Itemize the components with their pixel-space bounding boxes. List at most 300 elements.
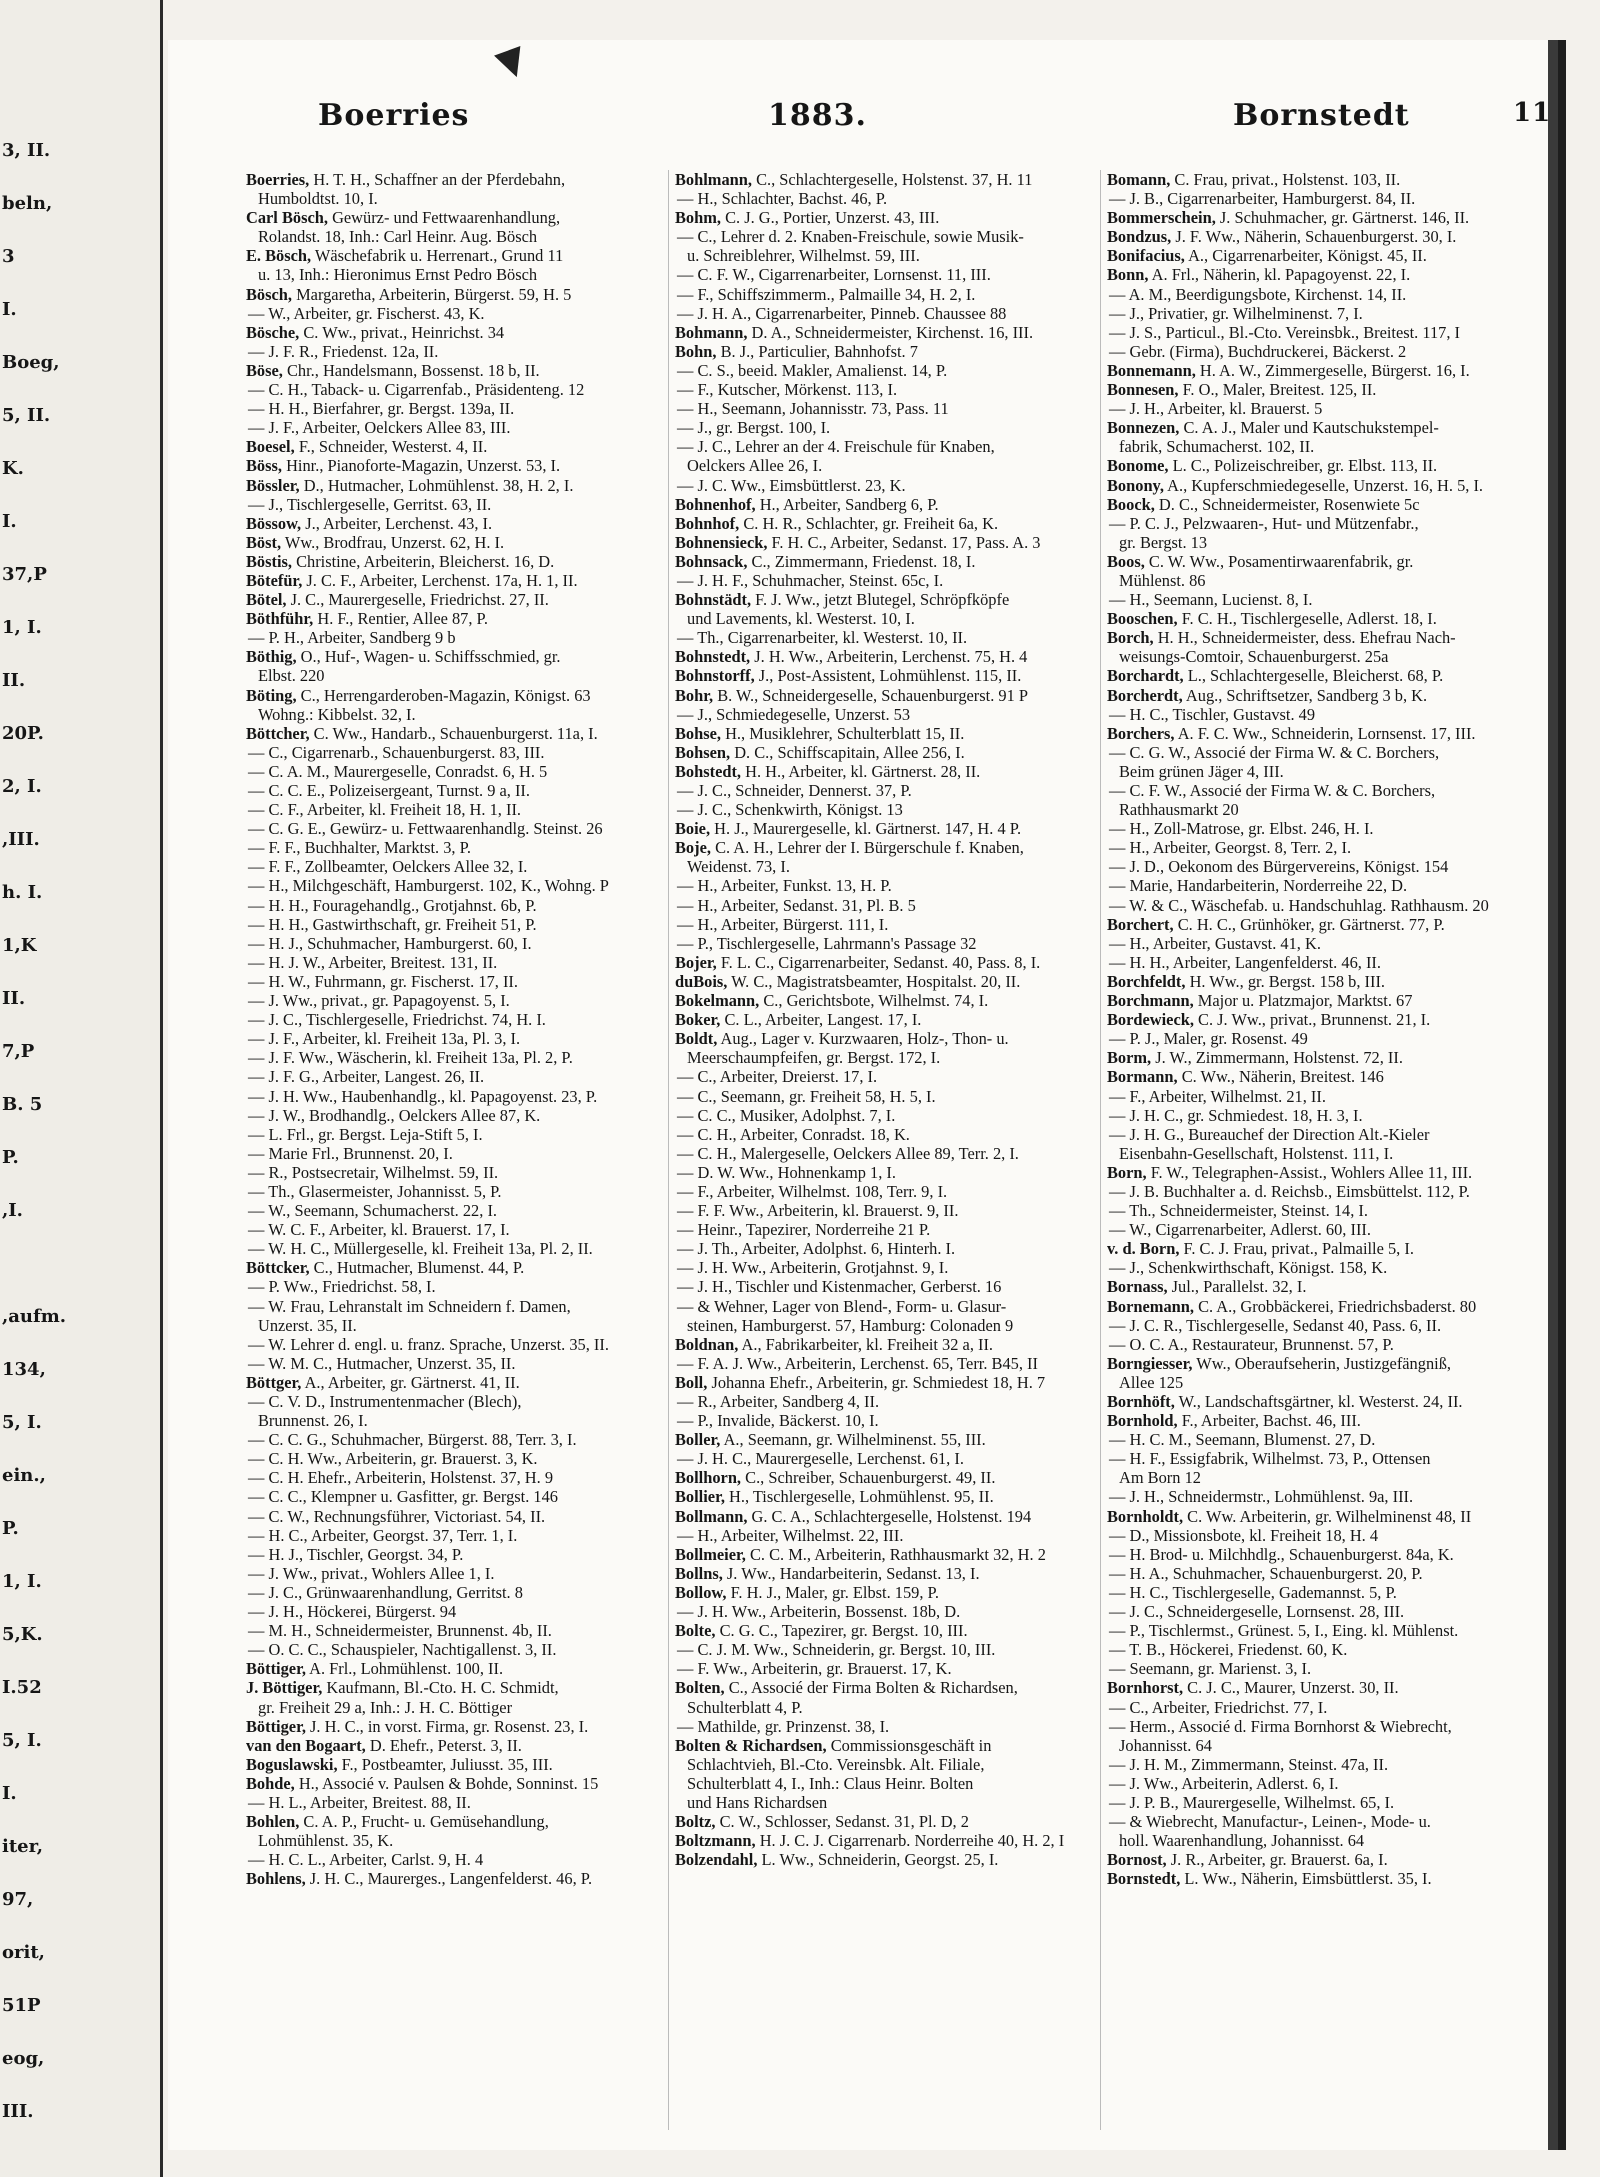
directory-entry: — J. H., Höckerei, Bürgerst. 94: [248, 1602, 457, 1622]
directory-entry: — C. W., Rechnungsführer, Victoriast. 54, II.: [248, 1506, 546, 1526]
directory-entry: Johannisst. 64: [1119, 1735, 1212, 1755]
directory-entry: — P. Ww., Friedrichst. 58, I.: [248, 1277, 436, 1297]
directory-entry: — H. H., Fouragehandlg., Grotjahnst. 6b, P.: [248, 895, 537, 915]
directory-entry: — H. H., Arbeiter, Langenfelderst. 46, II.: [1109, 952, 1381, 972]
directory-entry: gr. Freiheit 29 a, Inh.: J. H. C. Böttiger: [258, 1697, 513, 1717]
directory-entry: Schulterblatt 4, P.: [687, 1697, 803, 1717]
directory-entry: — R., Arbeiter, Sandberg 4, II.: [677, 1392, 880, 1411]
directory-entry: Bötel, J. C., Maurergeselle, Friedrichst. 27, II.: [246, 590, 549, 610]
directory-entry: Borchardt, L., Schlachtergeselle, Bleicherst. 68, P.: [1107, 666, 1444, 686]
directory-entry: — J. H. G., Bureauchef der Direction Alt.-Kieler: [1109, 1124, 1430, 1144]
directory-entry: Borm, J. W., Zimmermann, Holstenst. 72, II.: [1107, 1048, 1403, 1068]
directory-entry: — Heinr., Tapezirer, Norderreihe 21 P.: [677, 1220, 931, 1240]
directory-entry: Bohnstädt, F. J. Ww., jetzt Blutegel, Schröpfköpfe: [675, 590, 1010, 610]
directory-entry: Borngiesser, Ww., Oberaufseherin, Justizgefängniß,: [1107, 1353, 1451, 1373]
directory-entry: — H., Milchgeschäft, Hamburgerst. 102, K., Wohng. P: [248, 876, 609, 896]
directory-entry: — J. B. Buchhalter a. d. Reichsb., Eimsbüttelst. 112, P.: [1109, 1181, 1470, 1201]
column-1: [246, 170, 658, 2130]
directory-entry: weisungs-Comtoir, Schauenburgerst. 25a: [1119, 647, 1389, 667]
directory-entry: — F. F. Ww., Arbeiterin, kl. Brauerst. 9, II.: [677, 1201, 959, 1221]
header-year: 1883.: [768, 98, 867, 133]
spine-fragment: 20P.: [2, 723, 44, 744]
directory-entry: — J. C., Schenkwirth, Königst. 13: [677, 800, 903, 820]
directory-entry: — Seemann, gr. Marienst. 3, I.: [1109, 1659, 1312, 1679]
directory-entry: — Marie, Handarbeiterin, Norderreihe 22, D.: [1109, 876, 1408, 896]
directory-entry: — C. G. W., Associé der Firma W. & C. Borchers,: [1109, 742, 1440, 762]
directory-entry: — H. C., Arbeiter, Georgst. 37, Terr. 1, I.: [248, 1525, 518, 1545]
directory-entry: Bötefür, J. C. F., Arbeiter, Lerchenst. 17a, H. 1, II.: [246, 570, 578, 590]
directory-entry: — Gebr. (Firma), Buchdruckerei, Bäckerst. 2: [1109, 341, 1407, 361]
directory-entry: — P., Tischlermst., Grünest. 5, I., Eing. kl. Mühlenst.: [1109, 1621, 1459, 1641]
directory-entry: Bohm, C. J. G., Portier, Unzerst. 43, III.: [675, 208, 940, 228]
directory-entry: — H. H., Bierfahrer, gr. Bergst. 139a, II.: [248, 399, 515, 419]
header-last-name: Bornstedt: [1233, 98, 1410, 133]
directory-entry: — W. Frau, Lehranstalt im Schneidern f. Damen,: [248, 1296, 571, 1316]
directory-entry: — C. C. E., Polizeisergeant, Turnst. 9 a, II.: [248, 781, 530, 800]
directory-entry: Boldt, Aug., Lager v. Kurzwaaren, Holz-, Thon- u.: [675, 1029, 1009, 1049]
directory-entry: Boll, Johanna Ehefr., Arbeiterin, gr. Schmiedest 18, H. 7: [675, 1372, 1046, 1392]
directory-entry: — F. Ww., Arbeiterin, gr. Brauerst. 17, K.: [677, 1659, 952, 1679]
directory-entry: Bohnstorff, J., Post-Assistent, Lohmühlenst. 115, II.: [675, 666, 1022, 686]
directory-entry: — F., Arbeiter, Wilhelmst. 21, II.: [1109, 1086, 1326, 1106]
directory-entry: Rolandst. 18, Inh.: Carl Heinr. Aug. Bösch: [258, 227, 538, 247]
directory-entry: — P. J., Maler, gr. Rosenst. 49: [1109, 1029, 1308, 1049]
directory-entry: Bolte, C. G. C., Tapezirer, gr. Bergst. 10, III.: [675, 1621, 968, 1641]
directory-entry: — H., Schlachter, Bachst. 46, P.: [677, 189, 888, 209]
binding-mark-icon: [494, 46, 530, 82]
directory-entry: Boller, A., Seemann, gr. Wilhelminenst. 55, III.: [675, 1430, 986, 1450]
spine-fragment: iter,: [2, 1836, 44, 1857]
directory-entry: — W. Lehrer d. engl. u. franz. Sprache, Unzerst. 35, II.: [248, 1334, 609, 1354]
directory-entry: Böst, Ww., Brodfrau, Unzerst. 62, H. I.: [246, 532, 505, 552]
spine-fragment: I.: [2, 511, 17, 532]
spine-fragment: beln,: [2, 193, 53, 214]
directory-entry: Elbst. 220: [258, 666, 325, 686]
directory-entry: holl. Waarenhandlung, Johannisst. 64: [1119, 1831, 1365, 1851]
directory-entry: — J. H. C., gr. Schmiedest. 18, H. 3, I.: [1109, 1105, 1363, 1125]
spine-fragment: orit,: [2, 1942, 45, 1963]
directory-entry: Schulterblatt 4, I., Inh.: Claus Heinr. Bolten: [687, 1773, 974, 1793]
directory-entry: Bohlen, C. A. P., Frucht- u. Gemüsehandlung,: [246, 1812, 549, 1832]
directory-entry: duBois, W. C., Magistratsbeamter, Hospitalst. 20, II.: [675, 971, 1021, 991]
directory-entry: — H., Seemann, Johannisstr. 73, Pass. 11: [677, 399, 949, 419]
directory-entry: Oelckers Allee 26, I.: [687, 456, 823, 476]
directory-entry: Meerschaumpfeifen, gr. Bergst. 172, I.: [687, 1048, 941, 1068]
directory-entry: Böttger, A., Arbeiter, gr. Gärtnerst. 41, II.: [246, 1372, 520, 1392]
directory-entry: — J. H. A., Cigarrenarbeiter, Pinneb. Chaussee 88: [677, 303, 1007, 323]
directory-entry: Böttcker, C., Hutmacher, Blumenst. 44, P.: [246, 1258, 525, 1278]
spine-fragment: 134,: [2, 1359, 46, 1380]
directory-entry: Borchert, C. H. C., Grünhöker, gr. Gärtnerst. 77, P.: [1107, 914, 1445, 934]
directory-entry: — C. G. E., Gewürz- u. Fettwaarenhandlg. Steinst. 26: [248, 819, 603, 839]
directory-entry: — J. F. Ww., Wäscherin, kl. Freiheit 13a, Pl. 2, P.: [248, 1048, 573, 1068]
directory-entry: Bössler, D., Hutmacher, Lohmühlenst. 38, H. 2, I.: [246, 475, 574, 495]
directory-entry: E. Bösch, Wäschefabrik u. Herrenart., Grund 11: [246, 246, 564, 266]
directory-entry: Weidenst. 73, I.: [687, 857, 790, 877]
directory-entry: Boltzmann, H. J. C. J. Cigarrenarb. Norderreihe 40, H. 2, I: [675, 1831, 1065, 1851]
directory-entry: Boock, D. C., Schneidermeister, Rosenwiete 5c: [1107, 494, 1420, 514]
directory-entry: Bösche, C. Ww., privat., Heinrichst. 34: [246, 322, 505, 342]
directory-entry: — P., Tischlergeselle, Lahrmann's Passage 32: [677, 933, 977, 953]
directory-entry: Bohlens, J. H. C., Maurerges., Langenfelderst. 46, P.: [246, 1869, 593, 1889]
directory-entry: Boos, C. W. Ww., Posamentirwaarenfabrik, gr.: [1107, 551, 1414, 571]
directory-entry: — C. C. G., Schuhmacher, Bürgerst. 88, Terr. 3, I.: [248, 1430, 577, 1450]
directory-entry: — H. C., Tischler, Gustavst. 49: [1109, 704, 1316, 724]
left-page-spine: [0, 0, 163, 2177]
directory-entry: — T. B., Höckerei, Friedenst. 60, K.: [1109, 1640, 1348, 1660]
directory-entry: Bokelmann, C., Gerichtsbote, Wilhelmst. 74, I.: [675, 991, 989, 1011]
directory-entry: — J. S., Particul., Bl.-Cto. Vereinsbk., Breitest. 117, I: [1109, 322, 1461, 342]
directory-entry: — & Wehner, Lager von Blend-, Form- u. Glasur-: [677, 1296, 1007, 1316]
directory-entry: und Lavements, kl. Westerst. 10, I.: [687, 609, 915, 629]
spine-fragment: B. 5: [2, 1094, 43, 1115]
directory-entry: — H. C. L., Arbeiter, Carlst. 9, H. 4: [248, 1850, 484, 1870]
column-2: [668, 170, 1093, 2130]
directory-entry: Boker, C. L., Arbeiter, Langest. 17, I.: [675, 1010, 922, 1030]
directory-entry: Borchmann, Major u. Platzmajor, Marktst. 67: [1107, 991, 1413, 1011]
directory-entry: — D., Missionsbote, kl. Freiheit 18, H. 4: [1109, 1525, 1379, 1545]
directory-entry: — J. H., Tischler und Kistenmacher, Gerberst. 16: [677, 1277, 1002, 1297]
directory-entry: — H. H., Gastwirthschaft, gr. Freiheit 51, P.: [248, 914, 537, 934]
directory-entry: Boldnan, A., Fabrikarbeiter, kl. Freiheit 32 a, II.: [675, 1334, 994, 1354]
spine-fragment: I.52: [2, 1677, 42, 1698]
directory-entry: — C. A. M., Maurergeselle, Conradst. 6, H. 5: [248, 761, 548, 781]
spine-fragment: II.: [2, 988, 26, 1009]
directory-page: [168, 40, 1558, 2150]
directory-entry: — J., Tischlergeselle, Gerritst. 63, II.: [248, 494, 492, 514]
directory-entry: — H. L., Arbeiter, Breitest. 88, II.: [248, 1792, 471, 1812]
directory-entry: — C., Lehrer d. 2. Knaben-Freischule, sowie Musik-: [677, 227, 1024, 247]
directory-entry: Bonony, A., Kupferschmiedegeselle, Unzerst. 16, H. 5, I.: [1107, 475, 1484, 495]
directory-entry: Bordewieck, C. J. Ww., privat., Brunnenst. 21, I.: [1107, 1010, 1431, 1030]
directory-entry: — J. C., Schneider, Dennerst. 37, P.: [677, 781, 912, 800]
spine-fragment: h. I.: [2, 882, 43, 903]
directory-entry: — H., Zoll-Matrose, gr. Elbst. 246, H. I.: [1109, 819, 1374, 839]
directory-entry: Böthig, O., Huf-, Wagen- u. Schiffsschmied, gr.: [246, 647, 561, 667]
directory-entry: Borch, H. H., Schneidermeister, dess. Ehefrau Nach-: [1107, 628, 1456, 648]
directory-entry: — J. Th., Arbeiter, Adolphst. 6, Hinterh. I.: [677, 1239, 956, 1259]
directory-entry: Bommerschein, J. Schuhmacher, gr. Gärtnerst. 146, II.: [1107, 208, 1470, 228]
directory-entry: Bohde, H., Associé v. Paulsen & Bohde, Sonninst. 15: [246, 1773, 599, 1793]
directory-entry: Bonnemann, H. A. W., Zimmergeselle, Bürgerst. 16, I.: [1107, 360, 1470, 380]
directory-entry: Bohnsack, C., Zimmermann, Friedenst. 18, I.: [675, 551, 976, 571]
directory-entry: steinen, Hamburgerst. 57, Hamburg: Colonaden 9: [687, 1315, 1014, 1335]
directory-entry: Allee 125: [1119, 1372, 1184, 1392]
directory-entry: Bomann, C. Frau, privat., Holstenst. 103, II.: [1107, 170, 1401, 189]
directory-entry: — H., Arbeiter, Georgst. 8, Terr. 2, I.: [1109, 838, 1352, 858]
directory-entry: — O. C. A., Restaurateur, Brunnenst. 57, P.: [1109, 1334, 1394, 1354]
spine-fragment: 37,P: [2, 564, 47, 585]
spine-fragment: 5, II.: [2, 405, 51, 426]
directory-entry: Lohmühlenst. 35, K.: [258, 1831, 394, 1851]
directory-entry: — Th., Schneidermeister, Steinst. 14, I.: [1109, 1201, 1368, 1221]
directory-entry: gr. Bergst. 13: [1119, 532, 1208, 552]
directory-entry: — F., Arbeiter, Wilhelmst. 108, Terr. 9, I.: [677, 1181, 948, 1201]
directory-entry: — J. H. M., Zimmermann, Steinst. 47a, II.: [1109, 1754, 1389, 1774]
directory-entry: — C., Arbeiter, Dreierst. 17, I.: [677, 1067, 878, 1087]
directory-entry: — J. C. Ww., Eimsbüttlerst. 23, K.: [677, 475, 906, 495]
directory-entry: Bonifacius, A., Cigarrenarbeiter, Königst. 45, II.: [1107, 246, 1427, 266]
directory-entry: und Hans Richardsen: [687, 1792, 828, 1812]
directory-entry: Böttiger, J. H. C., in vorst. Firma, gr. Rosenst. 23, I.: [246, 1716, 589, 1736]
page-header: [248, 98, 1552, 148]
directory-entry: Wohng.: Kibbelst. 32, I.: [258, 704, 416, 724]
directory-entry: — F., Schiffszimmerm., Palmaille 34, H. 2, I.: [677, 284, 976, 304]
directory-entry: — J. F. G., Arbeiter, Langest. 26, II.: [248, 1067, 485, 1087]
directory-entry: — A. M., Beerdigungsbote, Kirchenst. 14, II.: [1109, 284, 1407, 304]
directory-entry: Bollmeier, C. C. M., Arbeiterin, Rathhausmarkt 32, H. 2: [675, 1544, 1046, 1564]
directory-entry: Booschen, F. C. H., Tischlergeselle, Adlerst. 18, I.: [1107, 609, 1437, 629]
directory-entry: — J., Schmiedegeselle, Unzerst. 53: [677, 704, 911, 724]
spine-fragment: Boeg,: [2, 352, 60, 373]
directory-entry: — J., Privatier, gr. Wilhelminenst. 7, I.: [1109, 303, 1363, 323]
spine-fragment: I.: [2, 1783, 17, 1804]
directory-entry: v. d. Born, F. C. J. Frau, privat., Palmaille 5, I.: [1107, 1239, 1414, 1259]
directory-entry: Bornhold, F., Arbeiter, Bachst. 46, III.: [1107, 1411, 1361, 1431]
directory-entry: — J. C. R., Tischlergeselle, Sedanst 40, Pass. 6, II.: [1109, 1315, 1442, 1335]
directory-entry: Böttcher, C. Ww., Handarb., Schauenburgerst. 11a, I.: [246, 723, 598, 743]
directory-entry: Böse, Chr., Handelsmann, Bossenst. 18 b, II.: [246, 360, 540, 380]
directory-entry: — W. M. C., Hutmacher, Unzerst. 35, II.: [248, 1353, 516, 1373]
directory-entry: — H. A., Schuhmacher, Schauenburgerst. 20, P.: [1109, 1563, 1423, 1583]
directory-entry: — C. C., Klempner u. Gasfitter, gr. Bergst. 146: [248, 1487, 558, 1507]
directory-entry: Schlachtvieh, Bl.-Cto. Vereinsbk. Alt. Filiale,: [687, 1754, 985, 1774]
spine-fragment: ,III.: [2, 829, 40, 850]
directory-entry: — W., Arbeiter, gr. Fischerst. 43, K.: [248, 303, 485, 323]
directory-entry: — C., Cigarrenarb., Schauenburgerst. 83, III.: [248, 742, 545, 762]
spine-fragment: 5, I.: [2, 1412, 42, 1433]
directory-entry: — C. V. D., Instrumentenmacher (Blech),: [248, 1392, 522, 1411]
directory-entry: — C. H., Arbeiter, Conradst. 18, K.: [677, 1124, 910, 1144]
directory-entry: Böthführ, H. F., Rentier, Allee 87, P.: [246, 609, 488, 629]
directory-entry: — Mathilde, gr. Prinzenst. 38, I.: [677, 1716, 890, 1736]
directory-entry: — J. H. Ww., Arbeiterin, Grotjahnst. 9, I.: [677, 1258, 949, 1278]
directory-entry: — C. H. Ehefr., Arbeiterin, Holstenst. 37, H. 9: [248, 1468, 554, 1488]
directory-entry: — C. H. Ww., Arbeiterin, gr. Brauerst. 3, K.: [248, 1449, 538, 1469]
directory-entry: — O. C. C., Schauspieler, Nachtigallenst. 3, II.: [248, 1640, 557, 1660]
directory-entry: — H., Arbeiter, Funkst. 13, H. P.: [677, 876, 892, 896]
directory-entry: — J., gr. Bergst. 100, I.: [677, 418, 831, 438]
directory-entry: — C. H., Malergeselle, Oelckers Allee 89, Terr. 2, I.: [677, 1143, 1019, 1163]
directory-entry: — J. C., Tischlergeselle, Friedrichst. 74, H. I.: [248, 1010, 546, 1030]
directory-entry: — J. H. Ww., Haubenhandlg., kl. Papagoyenst. 23, P.: [248, 1086, 598, 1106]
directory-entry: Bonnesen, F. O., Maler, Breitest. 125, II.: [1107, 380, 1377, 400]
spine-fragment: 1, I.: [2, 1571, 42, 1592]
directory-entry: — J. Ww., privat., gr. Papagoyenst. 5, I.: [248, 991, 510, 1011]
directory-entry: Bondzus, J. F. Ww., Näherin, Schauenburgerst. 30, I.: [1107, 227, 1457, 247]
directory-entry: Humboldtst. 10, I.: [258, 189, 378, 209]
directory-entry: Bojer, F. L. C., Cigarrenarbeiter, Sedanst. 40, Pass. 8, I.: [675, 952, 1041, 972]
directory-entry: — F. A. J. Ww., Arbeiterin, Lerchenst. 65, Terr. B45, II: [677, 1353, 1038, 1373]
directory-entry: u. 13, Inh.: Hieronimus Ernst Pedro Bösch: [258, 265, 538, 285]
directory-entry: — W. H. C., Müllergeselle, kl. Freiheit 13a, Pl. 2, II.: [248, 1239, 593, 1259]
directory-entry: Bösch, Margaretha, Arbeiterin, Bürgerst. 59, H. 5: [246, 284, 572, 304]
spine-fragment: 5,K.: [2, 1624, 43, 1645]
directory-entry: Böttiger, A. Frl., Lohmühlenst. 100, II.: [246, 1659, 504, 1679]
directory-entry: Böstis, Christine, Arbeiterin, Bleicherst. 16, D.: [246, 551, 555, 571]
directory-entry: — H. J., Schuhmacher, Hamburgerst. 60, I.: [248, 933, 532, 953]
directory-entry: — P., Invalide, Bäckerst. 10, I.: [677, 1411, 879, 1431]
directory-entry: Am Born 12: [1119, 1468, 1201, 1488]
directory-entry: Borcherdt, Aug., Schriftsetzer, Sandberg 3 b, K.: [1107, 685, 1428, 705]
directory-entry: Bohse, H., Musiklehrer, Schulterblatt 15, II.: [675, 723, 965, 743]
spine-fragment: 5, I.: [2, 1730, 42, 1751]
directory-entry: — J. C., Grünwaarenhandlung, Gerritst. 8: [248, 1582, 523, 1602]
directory-entry: Bohnhof, C. H. R., Schlachter, gr. Freiheit 6a, K.: [675, 513, 999, 533]
directory-entry: — C. F., Arbeiter, kl. Freiheit 18, H. 1, II.: [248, 800, 521, 820]
directory-entry: — J. W., Brodhandlg., Oelckers Allee 87, K.: [248, 1105, 541, 1125]
directory-entry: — W., Seemann, Schumacherst. 22, I.: [248, 1201, 498, 1221]
directory-entry: Born, F. W., Telegraphen-Assist., Wohlers Allee 11, III.: [1107, 1162, 1473, 1182]
directory-entry: Bohnstedt, J. H. Ww., Arbeiterin, Lerchenst. 75, H. 4: [675, 647, 1028, 667]
directory-entry: Bolten, C., Associé der Firma Bolten & Richardsen,: [675, 1678, 1018, 1698]
directory-entry: fabrik, Schumacherst. 102, II.: [1119, 437, 1315, 457]
directory-entry: Bornhorst, C. J. C., Maurer, Unzerst. 30, II.: [1107, 1678, 1399, 1698]
directory-entry: — J. F., Arbeiter, kl. Freiheit 13a, Pl. 3, I.: [248, 1029, 521, 1049]
directory-entry: — F. F., Buchhalter, Marktst. 3, P.: [248, 838, 471, 858]
directory-entry: Boguslawski, F., Postbeamter, Juliusst. 35, III.: [246, 1754, 553, 1774]
directory-entry: Bonome, L. C., Polizeischreiber, gr. Elbst. 113, II.: [1107, 456, 1438, 476]
directory-entry: Bössow, J., Arbeiter, Lerchenst. 43, I.: [246, 513, 493, 533]
directory-entry: — C. S., beeid. Makler, Amalienst. 14, P.: [677, 360, 948, 380]
directory-entry: Bollow, F. H. J., Maler, gr. Elbst. 159, P.: [675, 1582, 939, 1602]
directory-entry: — H., Arbeiter, Sedanst. 31, Pl. B. 5: [677, 895, 916, 915]
directory-entry: — H. W., Fuhrmann, gr. Fischerst. 17, II.: [248, 971, 518, 991]
directory-entry: Bonnezen, C. A. J., Maler und Kautschukstempel-: [1107, 418, 1439, 438]
directory-entry: Bohlmann, C., Schlachtergeselle, Holstenst. 37, H. 11: [675, 170, 1033, 189]
spine-fragment: P.: [2, 1147, 19, 1168]
directory-entry: Bohnenhof, H., Arbeiter, Sandberg 6, P.: [675, 494, 939, 514]
directory-entry: — D. W. Ww., Hohnenkamp 1, I.: [677, 1162, 896, 1182]
directory-entry: — C. C., Musiker, Adolphst. 7, I.: [677, 1105, 896, 1125]
spine-fragment: 2, I.: [2, 776, 42, 797]
directory-entry: — Th., Glasermeister, Johannisst. 5, P.: [248, 1181, 502, 1201]
directory-entry: Bornemann, C. A., Grobbäckerei, Friedrichsbaderst. 80: [1107, 1296, 1477, 1316]
directory-entry: Unzerst. 35, II.: [258, 1315, 357, 1335]
directory-entry: Beim grünen Jäger 4, III.: [1119, 761, 1284, 781]
directory-entry: — H. J., Tischler, Georgst. 34, P.: [248, 1544, 464, 1564]
directory-entry: Bohn, B. J., Particulier, Bahnhofst. 7: [675, 341, 918, 361]
directory-entry: — Marie Frl., Brunnenst. 20, I.: [248, 1143, 453, 1163]
directory-entry: — H., Arbeiter, Wilhelmst. 22, III.: [677, 1525, 904, 1545]
directory-entry: Bohmann, D. A., Schneidermeister, Kirchenst. 16, III.: [675, 322, 1034, 342]
directory-entry: — H. C. M., Seemann, Blumenst. 27, D.: [1109, 1430, 1376, 1450]
directory-entry: Bonn, A. Frl., Näherin, kl. Papagoyenst. 22, I.: [1107, 265, 1411, 285]
directory-entry: — J. H. C., Maurergeselle, Lerchenst. 61, I.: [677, 1449, 964, 1469]
spine-fragment: III.: [2, 2101, 34, 2122]
column-3: [1100, 170, 1527, 2130]
directory-entry: van den Bogaart, D. Ehefr., Peterst. 3, II.: [246, 1735, 522, 1755]
directory-entry: — H. C., Tischlergeselle, Gademannst. 5, P.: [1109, 1582, 1397, 1602]
directory-entry: — W., Cigarrenarbeiter, Adlerst. 60, III.: [1109, 1220, 1371, 1240]
directory-entry: Böting, C., Herrengarderoben-Magazin, Königst. 63: [246, 685, 591, 705]
directory-entry: — H. Brod- u. Milchhdlg., Schauenburgerst. 84a, K.: [1109, 1544, 1454, 1564]
spine-fragment: II.: [2, 670, 26, 691]
page-number: 11: [1513, 98, 1552, 128]
spine-fragment: 1,K: [2, 935, 37, 956]
directory-entry: Bornholdt, C. Ww. Arbeiterin, gr. Wilhelminenst 48, II: [1107, 1506, 1472, 1526]
directory-entry: Bornstedt, L. Ww., Näherin, Eimsbüttlerst. 35, I.: [1107, 1869, 1432, 1889]
directory-entry: — P. C. J., Pelzwaaren-, Hut- und Mützenfabr.,: [1109, 513, 1419, 533]
directory-entry: — J. F., Arbeiter, Oelckers Allee 83, III.: [248, 418, 511, 438]
spine-fragment: eog,: [2, 2048, 45, 2069]
directory-entry: — J. P. B., Maurergeselle, Wilhelmst. 65, I.: [1109, 1792, 1395, 1812]
directory-entry: Mühlenst. 86: [1119, 570, 1206, 590]
directory-entry: Bollier, H., Tischlergeselle, Lohmühlenst. 95, II.: [675, 1487, 994, 1507]
directory-entry: Borchers, A. F. C. Ww., Schneiderin, Lornsenst. 17, III.: [1107, 723, 1476, 743]
directory-entry: — J. H., Schneidermstr., Lohmühlenst. 9a, III.: [1109, 1487, 1414, 1507]
directory-entry: — H., Arbeiter, Gustavst. 41, K.: [1109, 933, 1321, 953]
directory-entry: — & Wiebrecht, Manufactur-, Leinen-, Mode- u.: [1109, 1812, 1431, 1832]
directory-entry: — Herm., Associé d. Firma Bornhorst & Wiebrecht,: [1109, 1716, 1452, 1736]
directory-entry: Eisenbahn-Gesellschaft, Holstenst. 111, I.: [1119, 1143, 1394, 1163]
directory-entry: — J. H. F., Schuhmacher, Steinst. 65c, I.: [677, 570, 944, 590]
directory-entry: Brunnenst. 26, I.: [258, 1411, 368, 1431]
directory-entry: — J. H., Arbeiter, kl. Brauerst. 5: [1109, 399, 1323, 419]
directory-entry: Bohstedt, H. H., Arbeiter, kl. Gärtnerst. 28, II.: [675, 761, 981, 781]
directory-entry: Boie, H. J., Maurergeselle, kl. Gärtnerst. 147, H. 4 P.: [675, 819, 1022, 839]
directory-entry: — J. F. R., Friedenst. 12a, II.: [248, 341, 439, 361]
directory-columns: [246, 170, 1521, 2140]
directory-entry: Boerries, H. T. H., Schaffner an der Pferdebahn,: [246, 170, 566, 189]
directory-entry: — F. F., Zollbeamter, Oelckers Allee 32, I.: [248, 857, 528, 877]
directory-entry: Bohr, B. W., Schneidergeselle, Schauenburgerst. 91 P: [675, 685, 1028, 705]
directory-entry: Bornost, J. R., Arbeiter, gr. Brauerst. 6a, I.: [1107, 1850, 1388, 1870]
directory-entry: — J. Ww., privat., Wohlers Allee 1, I.: [248, 1563, 495, 1583]
directory-entry: Bollhorn, C., Schreiber, Schauenburgerst. 49, II.: [675, 1468, 996, 1488]
spine-fragment: I.: [2, 299, 17, 320]
directory-entry: u. Schreiblehrer, Wilhelmst. 59, III.: [687, 246, 920, 266]
directory-entry: — J. H. Ww., Arbeiterin, Bossenst. 18b, D.: [677, 1602, 961, 1622]
spine-fragment: P.: [2, 1518, 19, 1539]
directory-entry: — C. J. M. Ww., Schneiderin, gr. Bergst. 10, III.: [677, 1640, 996, 1660]
directory-entry: Bollmann, G. C. A., Schlachtergeselle, Holstenst. 194: [675, 1506, 1032, 1526]
directory-entry: — H. F., Essigfabrik, Wilhelmst. 73, P., Ottensen: [1109, 1449, 1431, 1469]
directory-entry: — H. J. W., Arbeiter, Breitest. 131, II.: [248, 952, 498, 972]
directory-entry: — F., Kutscher, Mörkenst. 113, I.: [677, 380, 898, 400]
spine-fragment: 3, II.: [2, 140, 51, 161]
spine-fragment: K.: [2, 458, 24, 479]
directory-entry: — C., Arbeiter, Friedrichst. 77, I.: [1109, 1697, 1328, 1717]
directory-entry: Bohsen, D. C., Schiffscapitain, Allee 256, I.: [675, 742, 965, 762]
directory-entry: Böss, Hinr., Pianoforte-Magazin, Unzerst. 53, I.: [246, 456, 561, 476]
directory-entry: Bolzendahl, L. Ww., Schneiderin, Georgst. 25, I.: [675, 1850, 999, 1870]
directory-entry: Carl Bösch, Gewürz- und Fettwaarenhandlung,: [246, 208, 561, 228]
directory-entry: — C. H., Taback- u. Cigarrenfab., Präsidenteng. 12: [248, 380, 585, 400]
directory-entry: Borchfeldt, H. Ww., gr. Bergst. 158 b, III.: [1107, 971, 1386, 991]
directory-entry: Boesel, F., Schneider, Westerst. 4, II.: [246, 437, 488, 457]
directory-entry: — Th., Cigarrenarbeiter, kl. Westerst. 10, II.: [677, 628, 968, 648]
spine-fragment: ,I.: [2, 1200, 23, 1221]
spine-fragment: 51P: [2, 1995, 41, 2016]
directory-entry: — P. H., Arbeiter, Sandberg 9 b: [248, 628, 456, 648]
directory-entry: Bornass, Jul., Parallelst. 32, I.: [1107, 1277, 1307, 1297]
directory-entry: — M. H., Schneidermeister, Brunnenst. 4b, II.: [248, 1621, 552, 1641]
spine-fragment: 3: [2, 246, 15, 267]
directory-entry: Bollns, J. Ww., Handarbeiterin, Sedanst. 13, I.: [675, 1563, 980, 1583]
spine-fragment: ein.,: [2, 1465, 46, 1486]
directory-entry: Boltz, C. W., Schlosser, Sedanst. 31, Pl. D, 2: [675, 1812, 969, 1832]
directory-entry: Bormann, C. Ww., Näherin, Breitest. 146: [1107, 1067, 1384, 1087]
directory-entry: — W. & C., Wäschefab. u. Handschuhlag. Rathhausm. 20: [1109, 895, 1489, 915]
directory-entry: — C., Seemann, gr. Freiheit 58, H. 5, I.: [677, 1086, 936, 1106]
header-first-name: Boerries: [318, 98, 470, 133]
spine-fragment: ,aufm.: [2, 1306, 67, 1327]
directory-entry: — J. B., Cigarrenarbeiter, Hamburgerst. 84, II.: [1109, 189, 1416, 209]
spine-fragment: 1, I.: [2, 617, 42, 638]
directory-entry: — C. F. W., Cigarrenarbeiter, Lornsenst. 11, III.: [677, 265, 991, 285]
directory-entry: — C. F. W., Associé der Firma W. & C. Borchers,: [1109, 781, 1436, 800]
